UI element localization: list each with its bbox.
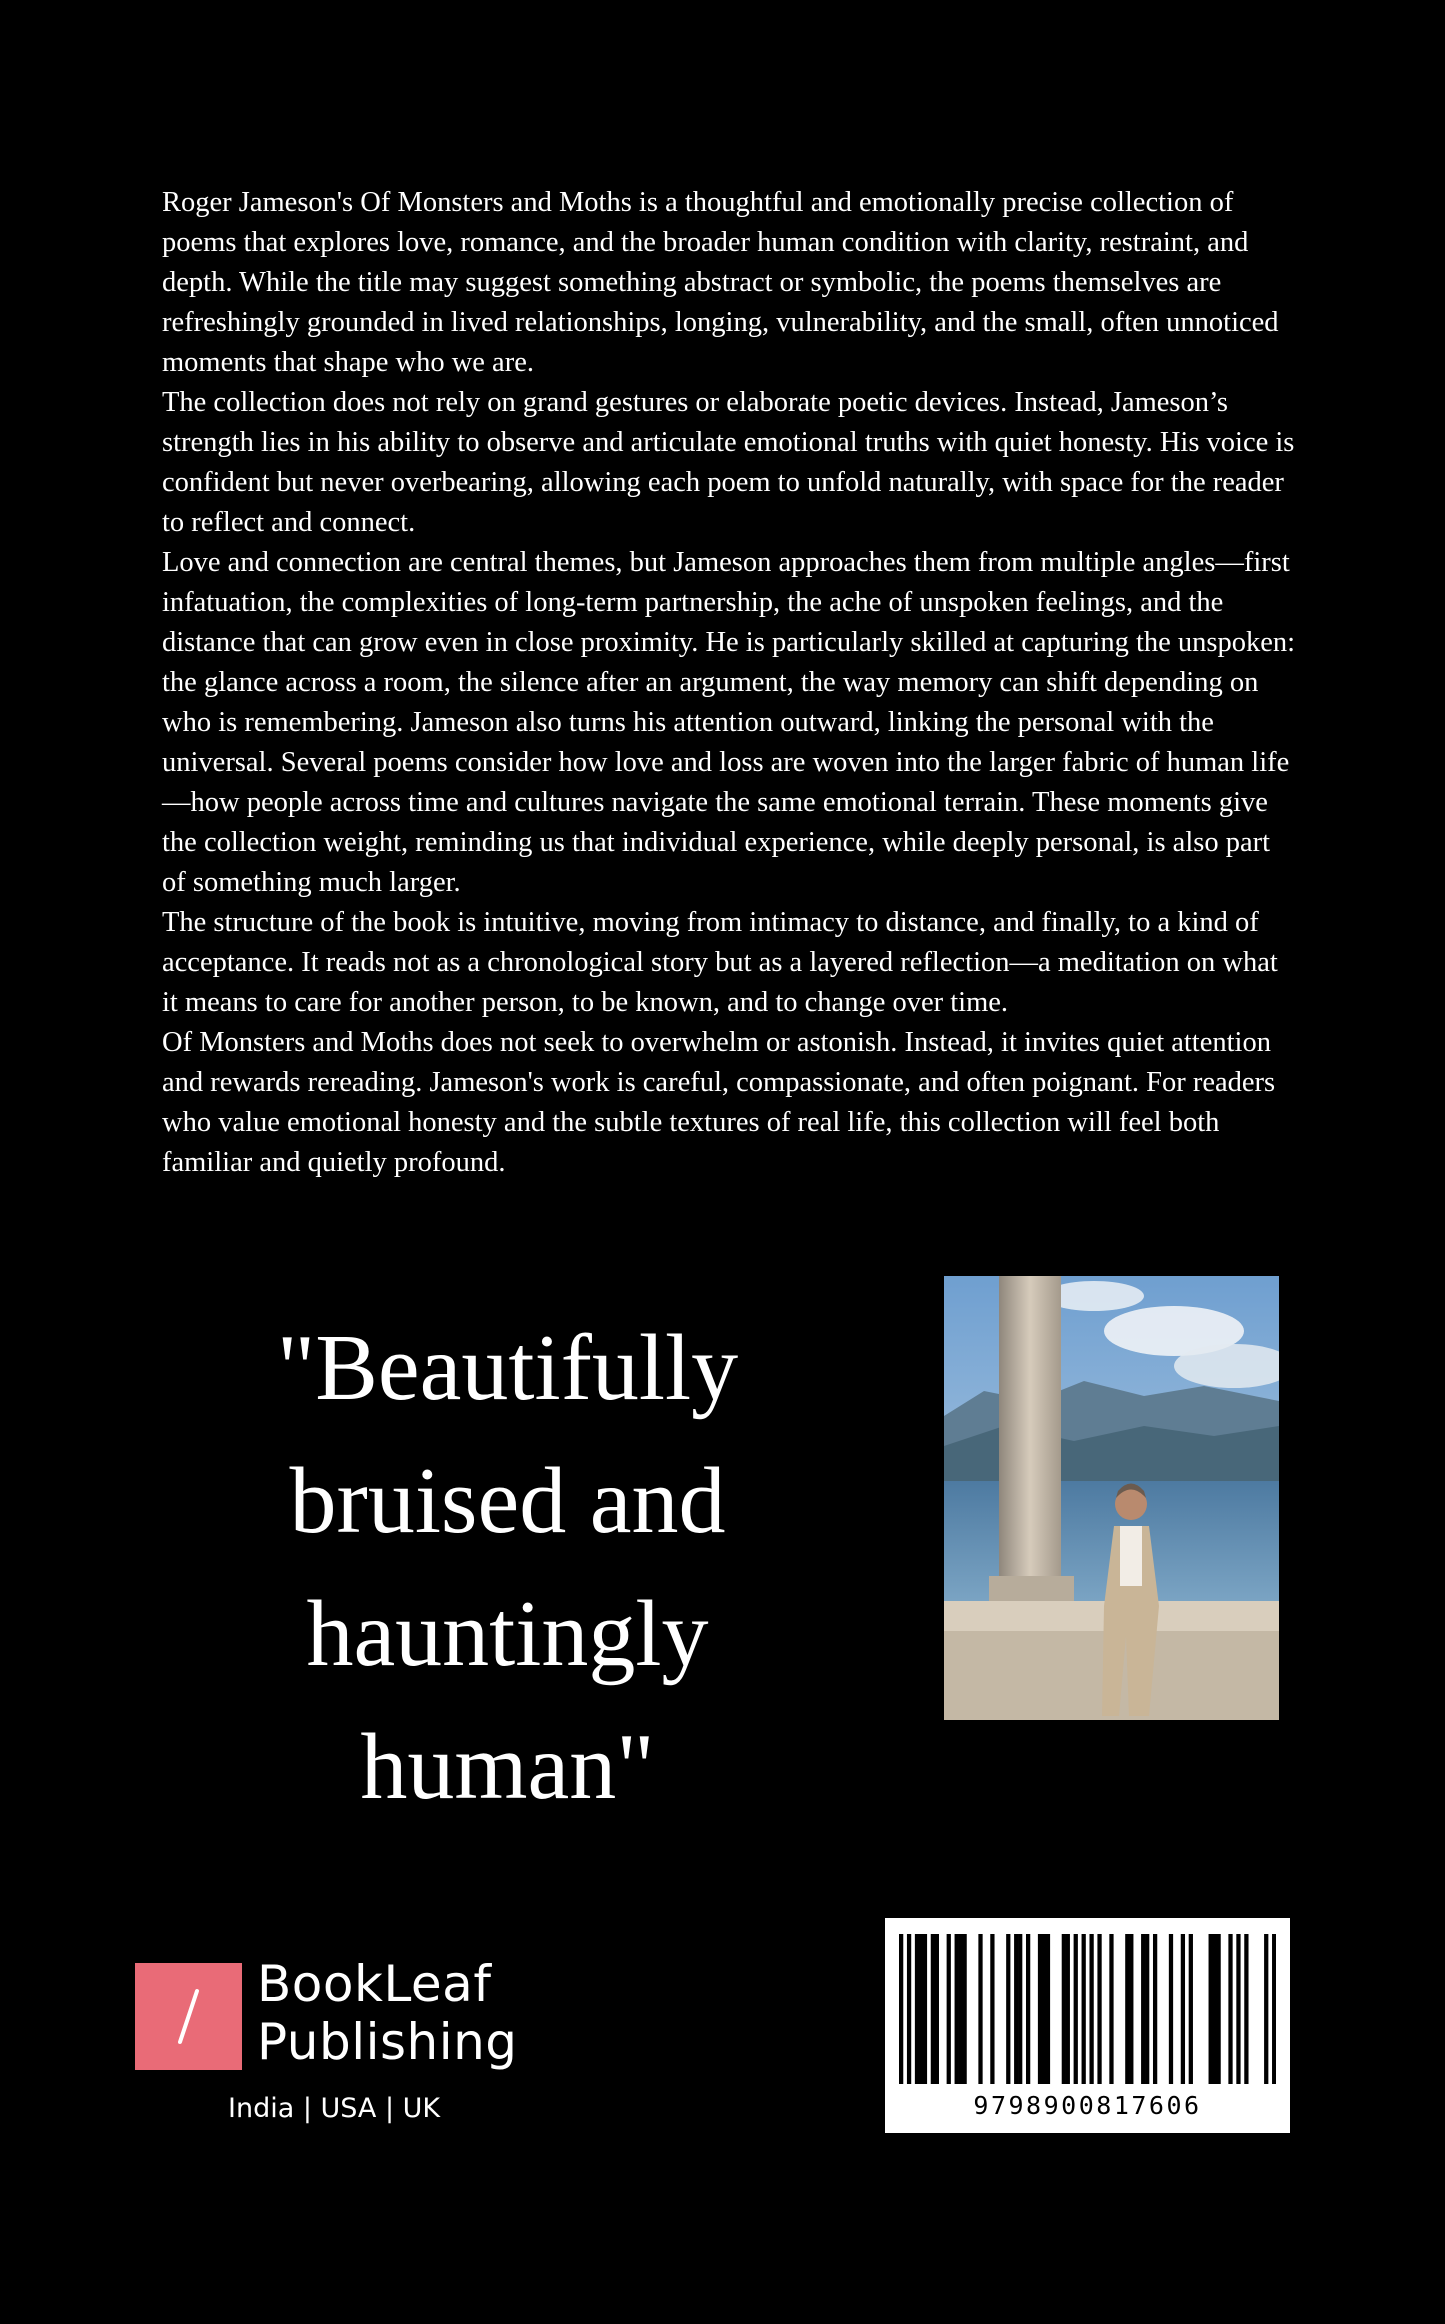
barcode-bar bbox=[1141, 1934, 1145, 2084]
publisher-name-line: Publishing bbox=[257, 2013, 518, 2071]
barcode-bar bbox=[955, 1934, 959, 2084]
author-photo bbox=[944, 1276, 1279, 1720]
barcode-bar bbox=[1153, 1934, 1157, 2084]
barcode-bar bbox=[947, 1934, 951, 2084]
quote-line: bruised and bbox=[289, 1449, 726, 1553]
barcode-bar bbox=[1062, 1934, 1066, 2084]
pull-quote bbox=[185, 1302, 830, 1834]
blurb-paragraph: Love and connection are central themes, but Jameson approaches them from multiple angles—first infatuation, the complexities of long-term partnership, the ache of unspoken feelings, and the distance that can grow even in close proximity. He is particularly skilled at capturing the unspoken: the glance across a room, the silence after an argument, the way memory can shift depending on who is remembering. Jameson also turns his attention outward, linking the personal with the universal. Several poems consider how love and loss are woven into the larger fabric of human life—how people across time and cultures navigate the same emotional terrain. These moments give the collection weight, reminding us that individual experience, while deeply personal, is also part of something much larger. bbox=[162, 547, 1296, 898]
barcode-bar bbox=[1097, 1934, 1101, 2084]
barcode-bar bbox=[1066, 1934, 1070, 2084]
barcode-bar bbox=[1236, 1934, 1240, 2084]
blurb-paragraph: The structure of the book is intuitive, moving from intimacy to distance, and finally, to a kind of acceptance. It reads not as a chronological story but as a layered reflection—a meditation on what it means to care for another person, to be known, and to change over time. bbox=[162, 907, 1278, 1018]
barcode-bars bbox=[899, 1934, 1276, 2084]
barcode-bar bbox=[1082, 1934, 1086, 2084]
barcode-bar bbox=[1089, 1934, 1093, 2084]
barcode-bar bbox=[1125, 1934, 1129, 2084]
barcode-bar bbox=[1181, 1934, 1185, 2084]
barcode-bar bbox=[1109, 1934, 1113, 2084]
blurb-paragraph: The collection does not rely on grand gestures or elaborate poetic devices. Instead, Jameson’s strength lies in his ability to observe and articulate emotional truths with quiet honesty. His voice is confident but never overbearing, allowing each poem to unfold naturally, with space for the reader to reflect and connect. bbox=[162, 387, 1295, 538]
barcode-bar bbox=[978, 1934, 982, 2084]
barcode-bar bbox=[1038, 1934, 1042, 2084]
barcode-bar bbox=[1169, 1934, 1173, 2084]
barcode-bar bbox=[1129, 1934, 1133, 2084]
barcode-bar bbox=[1014, 1934, 1018, 2084]
barcode-bar bbox=[1209, 1934, 1213, 2084]
blurb-paragraph: Roger Jameson's Of Monsters and Moths is a thoughtful and emotionally precise collection of poems that explores love, romance, and the broader human condition with clarity, restraint, and depth. While the title may suggest something abstract or symbolic, the poems themselves are refreshingly grounded in lived relationships, longing, vulnerability, and the small, often unnoticed moments that shape who we are. bbox=[162, 187, 1279, 378]
slash-icon bbox=[135, 1963, 242, 2070]
barcode-bar bbox=[935, 1934, 939, 2084]
back-cover-blurb bbox=[162, 183, 1297, 1183]
barcode-bar bbox=[899, 1934, 903, 2084]
publisher-logo bbox=[135, 1955, 555, 2133]
publisher-name-line: BookLeaf bbox=[257, 1955, 492, 2013]
quote-line: "Beautifully bbox=[276, 1316, 739, 1420]
barcode-bar bbox=[990, 1934, 994, 2084]
isbn-barcode bbox=[885, 1918, 1290, 2133]
barcode-bar bbox=[915, 1934, 919, 2084]
barcode-bar bbox=[931, 1934, 935, 2084]
barcode-bar bbox=[1272, 1934, 1276, 2084]
barcode-svg bbox=[899, 1934, 1276, 2084]
barcode-bar bbox=[923, 1934, 927, 2084]
barcode-bar bbox=[1026, 1934, 1030, 2084]
barcode-bar bbox=[1006, 1934, 1010, 2084]
publisher-regions: India | USA | UK bbox=[228, 2093, 441, 2124]
barcode-bar bbox=[1228, 1934, 1232, 2084]
quote-line: hauntingly bbox=[306, 1582, 709, 1686]
barcode-bar bbox=[1216, 1934, 1220, 2084]
barcode-bar bbox=[1018, 1934, 1022, 2084]
barcode-bar bbox=[1145, 1934, 1149, 2084]
isbn-number: 9798900817606 bbox=[973, 2091, 1202, 2120]
barcode-bar bbox=[1074, 1934, 1078, 2084]
barcode-bar bbox=[1264, 1934, 1268, 2084]
barcode-bar bbox=[1189, 1934, 1193, 2084]
quote-line: human" bbox=[360, 1715, 655, 1819]
publisher-name bbox=[257, 1955, 518, 2071]
barcode-bar bbox=[1042, 1934, 1046, 2084]
barcode-bar bbox=[919, 1934, 923, 2084]
barcode-bar bbox=[907, 1934, 911, 2084]
barcode-bar bbox=[1213, 1934, 1217, 2084]
barcode-bar bbox=[1244, 1934, 1248, 2084]
barcode-bar bbox=[1046, 1934, 1050, 2084]
barcode-bar bbox=[962, 1934, 966, 2084]
blurb-paragraph: Of Monsters and Moths does not seek to overwhelm or astonish. Instead, it invites quiet attention and rewards rereading. Jameson's work is careful, compassionate, and often poignant. For readers who value emotional honesty and the subtle textures of real life, this collection will feel both familiar and quietly profound. bbox=[162, 1027, 1276, 1178]
barcode-bar bbox=[959, 1934, 963, 2084]
